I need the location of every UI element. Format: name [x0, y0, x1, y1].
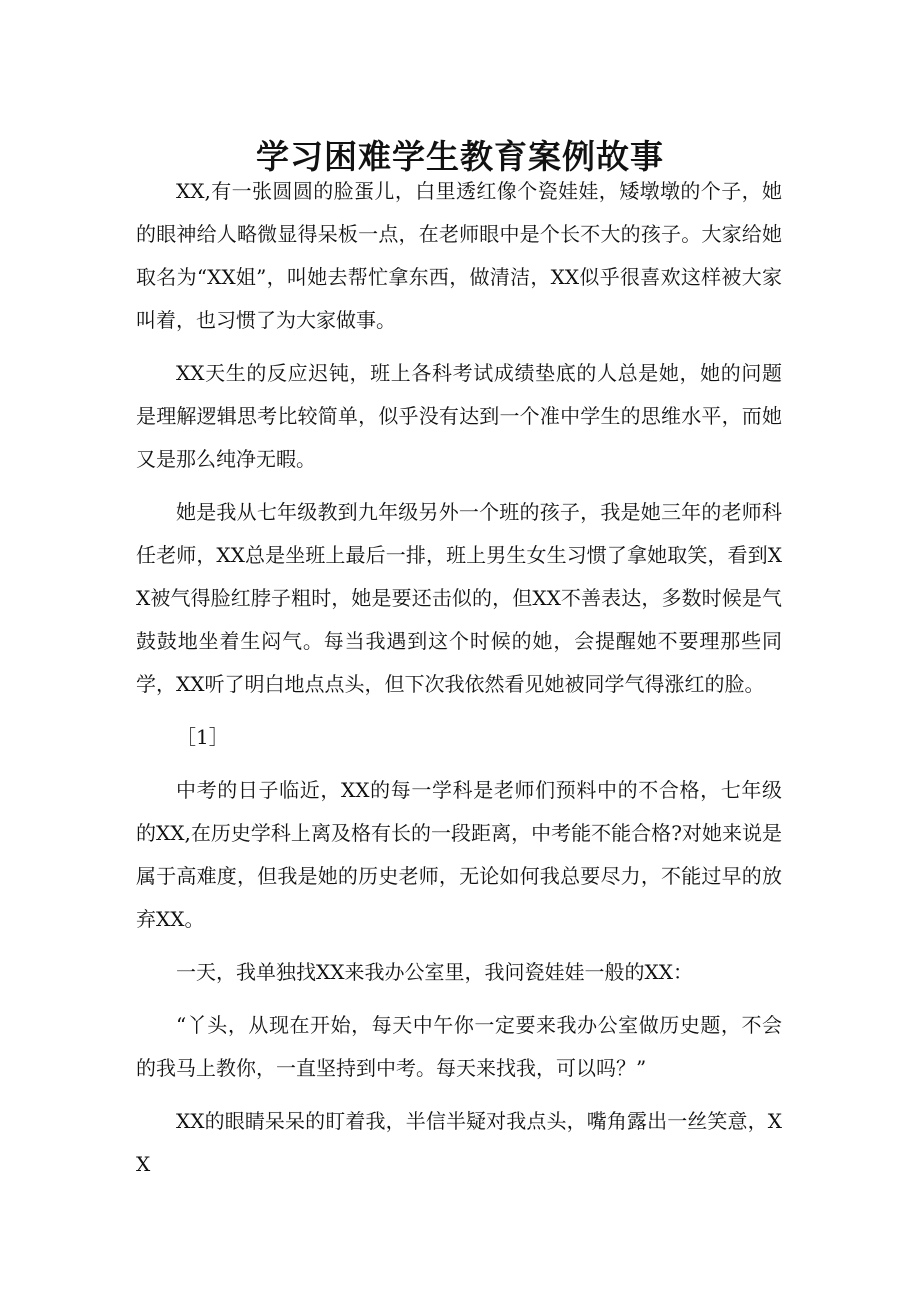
footnote-marker: ［1］ [176, 725, 229, 749]
paragraph-teacher-relation: 她是我从七年级教到九年级另外一个班的孩子，我是她三年的老师科任老师，XX总是坐班上最后一排，班上男生女生习惯了拿她取笑，看到XX被气得脸红脖子粗时，她是要还击似的，但XX不善表达，多数时候是气鼓鼓地坐着生闷气。每当我遇到这个时候的她，会提醒她不要理那些同学，XX听了明白地点点头，但下次我依然看见她被同学气得涨红的脸。 [136, 500, 782, 696]
document-title: 学习困难学生教育案例故事 [256, 137, 664, 177]
paragraph-slow-reaction: XX天生的反应迟钝，班上各科考试成绩垫底的人总是她，她的问题是理解逻辑思考比较简单，似乎没有达到一个准中学生的思维水平，而她又是那么纯净无暇。 [136, 361, 782, 471]
paragraph-intro: XX,有一张圆圆的脸蛋儿，白里透红像个瓷娃娃，矮墩墩的个子，她的眼神给人略微显得呆板一点，在老师眼中是个长不大的孩子。大家给她取名为“XX姐”，叫她去帮忙拿东西，做清洁，XX似乎很喜欢这样被大家叫着，也习惯了为大家做事。 [136, 179, 782, 332]
paragraph-exam-approaching: 中考的日子临近，XX的每一学科是老师们预料中的不合格，七年级的XX,在历史学科上离及格有长的一段距离，中考能不能合格?对她来说是属于高难度，但我是她的历史老师，无论如何我总要尽力，不能过早的放弃XX。 [136, 778, 782, 931]
paragraph-quote: “丫头，从现在开始，每天中午你一定要来我办公室做历史题，不会的我马上教你，一直坚持到中考。每天来找我，可以吗？” [136, 1013, 782, 1080]
paragraph-response: XX的眼睛呆呆的盯着我，半信半疑对我点头，嘴角露出一丝笑意，XX [136, 1109, 782, 1176]
paragraph-office-visit: 一天，我单独找XX来我办公室里，我问瓷娃娃一般的XX： [176, 960, 693, 984]
document-body [136, 170, 782, 1186]
